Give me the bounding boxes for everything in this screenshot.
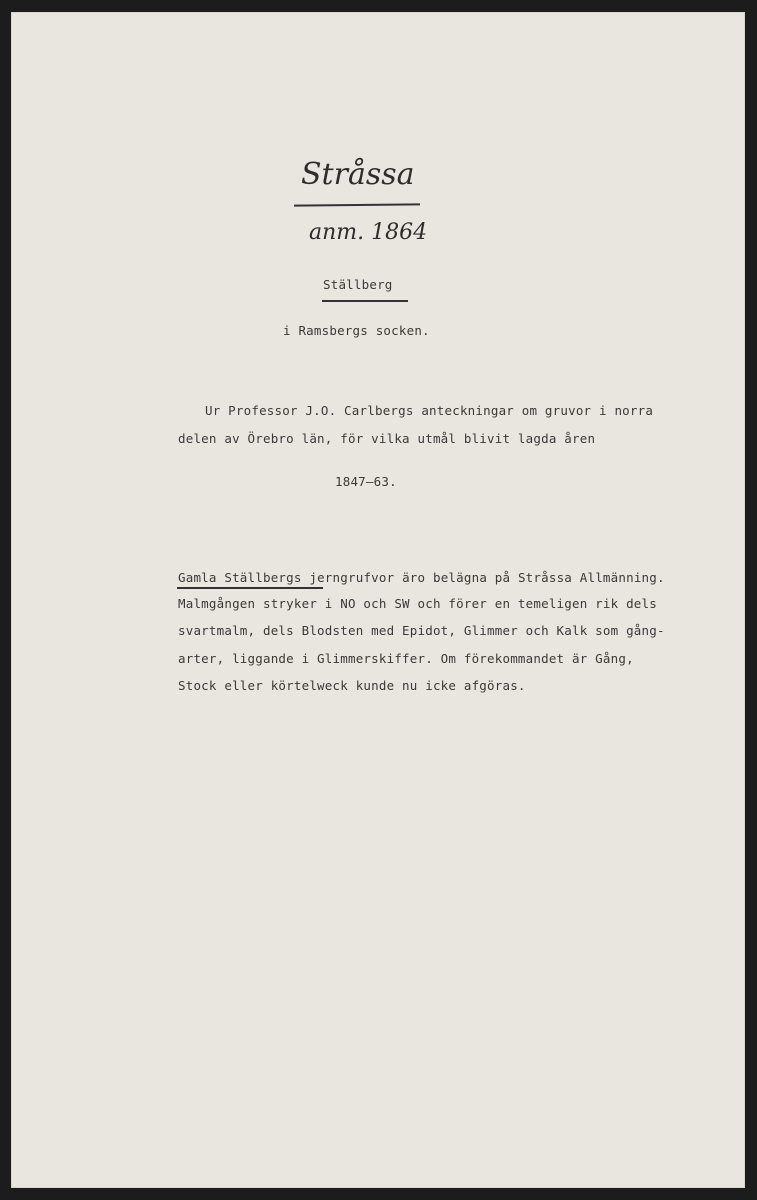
parish-line: i Ramsbergs socken. [283, 323, 430, 338]
phrase-underline [177, 587, 323, 589]
bleed-through-shadow [151, 332, 175, 415]
heading-underline [322, 300, 408, 302]
body-line-1 [178, 570, 665, 585]
document-page [11, 12, 745, 1188]
mine-heading: Ställberg [323, 277, 393, 292]
body-line-5: Stock eller körtelweck kunde nu icke afgöras. [178, 678, 526, 693]
underlined-phrase: Gamla Ställbergs [178, 570, 302, 585]
intro-line-1: Ur Professor J.O. Carlbergs anteckningar om gruvor i norra [205, 403, 654, 418]
body-line-4: arter, liggande i Glimmerskiffer. Om förekommandet är Gång, [178, 651, 634, 666]
years-line: 1847–63. [335, 474, 397, 489]
body-line-1-text: jerngrufvor äro belägna på Stråssa Allmänning. [309, 570, 665, 585]
body-line-3: svartmalm, dels Blodsten med Epidot, Glimmer och Kalk som gång- [178, 623, 665, 638]
handwritten-note: anm. 1864 [309, 220, 428, 245]
title-underline [294, 203, 420, 206]
intro-line-2: delen av Örebro län, för vilka utmål blivit lagda åren [178, 431, 596, 446]
body-line-2: Malmgången stryker i NO och SW och förer en temeligen rik dels [178, 596, 657, 611]
handwritten-title: Stråssa [301, 157, 415, 192]
